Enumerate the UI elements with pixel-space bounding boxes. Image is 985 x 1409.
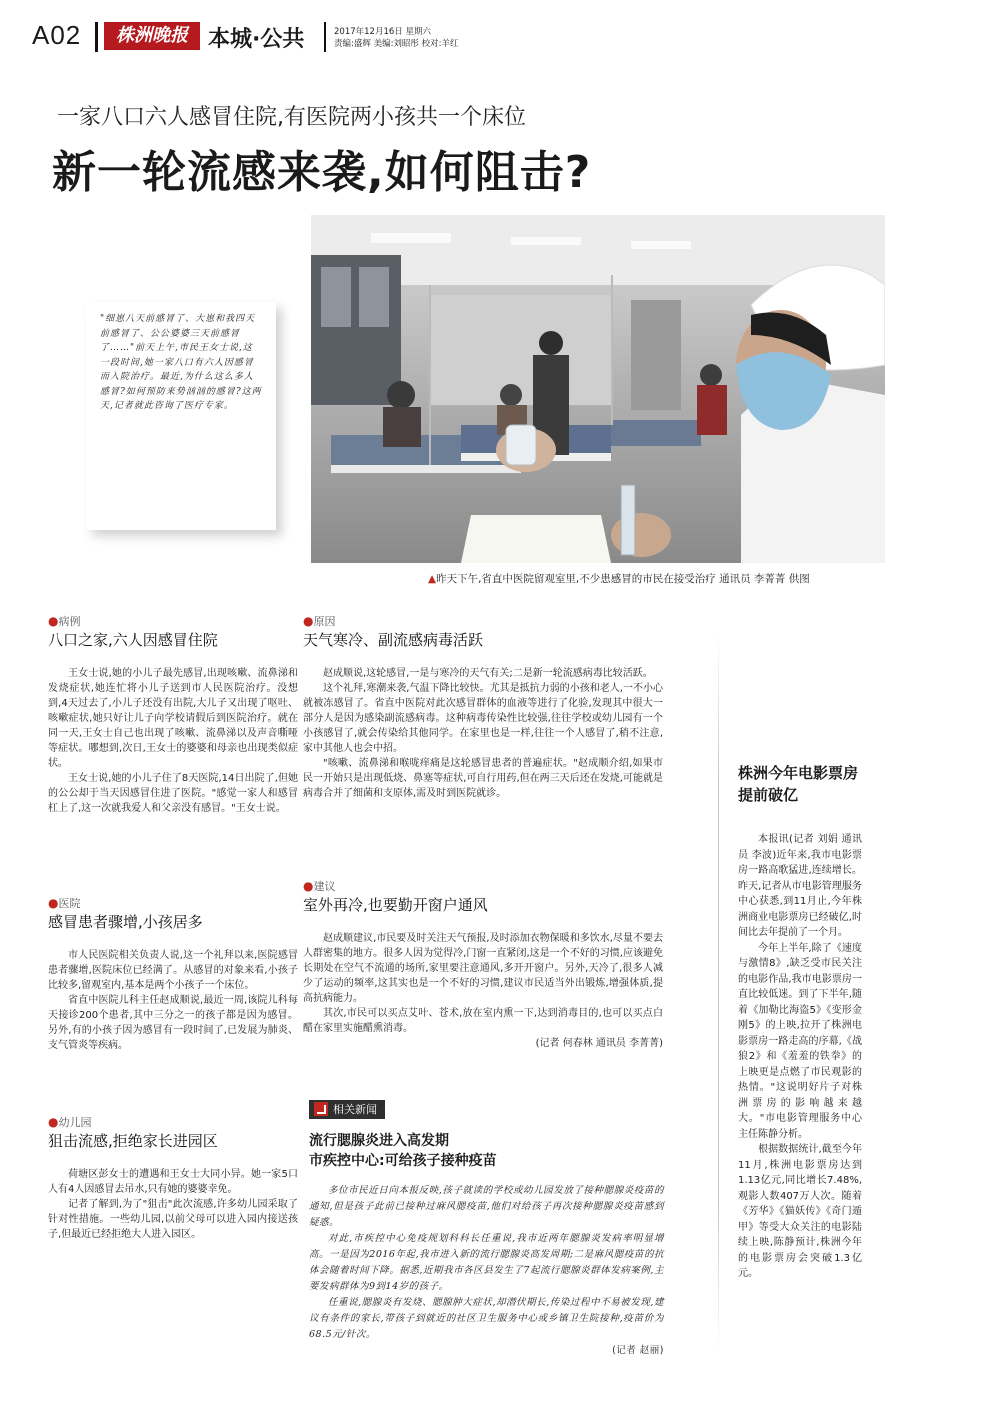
paragraph: 这个礼拜,寒潮来袭,气温下降比较快。尤其是抵抗力弱的小孩和老人,一不小心就被冻感冒了。省直中医院对此次感冒群体的血液等进行了化验,发现其中很大一部分人是因为感染副流感病毒。这种病毒传染性比较强,往往学校或幼儿园有一个小孩感冒了,就会传染给其他同学。在家里也是一样,往往一个人感冒了,稍不注意,家中其他人也会中招。: [303, 683, 663, 754]
section-body: [303, 931, 663, 1051]
bullet-dot-icon: ●: [48, 896, 59, 910]
section-case: [48, 613, 298, 816]
section-label: 建议: [313, 880, 336, 893]
byline: (记者 何春林 通讯员 李菁菁): [535, 1038, 663, 1049]
section-body: [48, 1167, 298, 1242]
column-divider: [718, 632, 719, 1352]
section-kindergarten: [48, 1114, 298, 1242]
bullet-dot-icon: ●: [48, 614, 59, 628]
sidebar-title: [738, 762, 862, 806]
photo-caption: [428, 571, 810, 586]
headline-title: 新一轮流感来袭,如何阻击?: [52, 147, 592, 198]
headline-subtitle: 一家八口六人感冒住院,有医院两小孩共一个床位: [57, 105, 526, 130]
section-cause: [303, 613, 663, 801]
photo-caption-text: 昨天下午,省直中医院留观室里,不少患感冒的市民在接受治疗 通讯员 李菁菁 供图: [436, 573, 810, 585]
paragraph: 赵成顺说,这轮感冒,一是与寒冷的天气有关;二是新一轮流感病毒比较活跃。: [323, 668, 653, 679]
section-advice: [303, 878, 663, 1051]
related-title: [309, 1131, 664, 1171]
news-photo: [311, 215, 885, 563]
paragraph: 王女士说,她的小儿子住了8天医院,14日出院了,但她的公公却于当天因感冒住进了医院。"感觉一家人和感冒杠上了,这一次就我爱人和父亲没有感冒。"王女士说。: [48, 773, 298, 814]
bullet-dot-icon: ●: [48, 1115, 59, 1129]
sidebar-title-line2: 提前破亿: [738, 786, 799, 804]
section-label: 幼儿园: [58, 1116, 92, 1129]
intro-box: "细崽八天前感冒了、大崽和我四天前感冒了、公公婆婆三天前感冒了……"前天上午,市民王女士说,这一段时间,她一家八口有六人因感冒而入院治疗。最近,为什么这么多人感冒?如何预防来势汹汹的感冒?这两天,记者就此咨询了医疗专家。: [86, 302, 276, 530]
byline: (记者 赵丽): [612, 1345, 664, 1356]
header-divider: [95, 22, 98, 52]
header-divider: [324, 22, 326, 52]
paragraph: 根据数据统计,截至今年11月,株洲电影票房达到1.13亿元,同比增长7.48%,观影人数407万人次。随着《芳华》《猫妖传》《奇门遁甲》等受大众关注的电影陆续上映,陈静预计,株洲今年的电影票房会突破1.3亿元。: [738, 1144, 862, 1279]
section-title: 天气寒冷、副流感病毒活跃: [303, 631, 484, 649]
newspaper-logo: 株洲晚报: [104, 22, 200, 50]
section-label: 病例: [58, 615, 81, 628]
section-title: 八口之家,六人因感冒住院: [48, 631, 218, 649]
paragraph: 王女士说,她的小儿子最先感冒,出现咳嗽、流鼻涕和发烧症状,她连忙将小儿子送到市人民医院治疗。没想到,4天过去了,小儿子还没有出院,大儿子又出现了呕吐、咳嗽症状,她只好让儿子向学校请假后到医院治疗。就在同一天,王女士自己也出现了咳嗽、流鼻涕以及声音嘶哑等症状。哪想到,次日,王女士的婆婆和母亲也出现类似症状。: [48, 668, 298, 769]
section-marker: [48, 1114, 298, 1130]
section-body: [48, 666, 298, 816]
paragraph: 荷塘区彭女士的遭遇和王女士大同小异。她一家5口人有4人因感冒去吊水,只有她的婆婆幸免。: [48, 1169, 298, 1195]
paragraph: 任重说,腮腺炎有发烧、腮腺肿大症状,却潜伏期长,传染过程中不易被发现,建议有条件的家长,带孩子到就近的社区卫生服务中心或乡镇卫生院接种,疫苗价为68.5元/针次。: [309, 1297, 664, 1340]
section-title: 感冒患者骤增,小孩居多: [48, 913, 203, 931]
related-body: [309, 1183, 664, 1359]
related-news-tag-text: 相关新闻: [333, 1103, 377, 1116]
section-label: 原因: [313, 615, 336, 628]
paragraph: 赵成顺建议,市民要及时关注天气预报,及时添加衣物保暖和多饮水,尽量不要去人群密集的地方。很多人因为觉得冷,门窗一直紧闭,这是一个不好的习惯,应该避免长期处在空气不流通的场所,家里要注意通风,多开开窗户。另外,天冷了,很多人减少了运动的频率,这其实也是一个不好的习惯,建议市民适当外出锻炼,增强体质,提高抗病能力。: [303, 933, 663, 1004]
paragraph: 对此,市疾控中心免疫规划科科长任重说,我市近两年腮腺炎发病率明显增高。一是因为2016年起,我市进入新的流行腮腺炎高发周期;二是麻风腮疫苗的抗体会随着时间下降。据悉,近期我市各区县发生了7起流行腮腺炎群体发病案例,主要发病群体为9到14岁的孩子。: [309, 1233, 664, 1292]
section-marker: [48, 613, 298, 629]
sidebar-body: [738, 832, 862, 1282]
date-editor-line: 2017年12月16日 星期六 责编:盛辉 美编:刘昭彤 校对:羊红: [334, 27, 459, 49]
paragraph: 今年上半年,除了《速度与激情8》,缺乏受市民关注的电影作品,我市电影票房一直比较低迷。到了下半年,随着《加勒比海盗5》《变形金刚5》的上映,拉开了株洲电影票房一路走高的序幕,《战狼2》和《羞羞的铁拳》的上映更是点燃了市民观影的热情。"这说明好片子对株洲票房的影响越来越大。"市电影管理服务中心主任陈静分析。: [738, 942, 862, 1140]
sidebar-title-line1: 株洲今年电影票房: [738, 764, 859, 782]
section-name: 本城·公共: [208, 27, 305, 52]
bullet-dot-icon: ●: [303, 614, 314, 628]
section-title: 室外再冷,也要勤开窗户通风: [303, 896, 488, 914]
section-marker: [303, 613, 663, 629]
paragraph: 本报讯(记者 刘娟 通讯员 李波)近年来,我市电影票房一路高歌猛进,连续增长。昨天,记者从市电影管理服务中心获悉,到11月止,今年株洲商业电影票房已经破亿,时间比去年提前了一个月。: [738, 834, 862, 938]
section-title: 狙击流感,拒绝家长进园区: [48, 1132, 218, 1150]
section-body: [48, 948, 298, 1053]
arrow-icon: [314, 1102, 328, 1116]
paragraph: 市人民医院相关负责人说,这一个礼拜以来,医院感冒患者骤增,医院床位已经满了。从感冒的对象来看,小孩子比较多,留观室内,基本是两个小孩子一个床位。: [48, 950, 298, 991]
paragraph: 其次,市民可以买点艾叶、苍术,放在室内熏一下,达到消毒目的,也可以买点白醋在家里实施醋熏消毒。: [303, 1008, 663, 1034]
sidebar-article: [738, 762, 862, 1282]
caption-triangle-icon: ▲: [428, 573, 437, 585]
bullet-dot-icon: ●: [303, 879, 314, 893]
section-body: [303, 666, 663, 801]
paragraph: 省直中医院儿科主任赵成顺说,最近一周,该院儿科每天接诊200个患者,其中三分之一的孩子都是因为感冒。另外,有的小孩子因为感冒有一段时间了,已发展为肺炎、支气管炎等疾病。: [48, 995, 298, 1051]
section-hospital: [48, 895, 298, 1053]
related-title-line1: 流行腮腺炎进入高发期: [309, 1133, 449, 1149]
section-marker: [303, 878, 663, 894]
paragraph: "咳嗽、流鼻涕和喉咙痒痛是这轮感冒患者的普遍症状。"赵成顺介绍,如果市民一开始只是出现低烧、鼻塞等症状,可自行用药,但在两三天后还在发烧,可能就是病毒合并了细菌和支原体,需及时到医院就诊。: [303, 758, 663, 799]
page-number: A02: [32, 20, 82, 50]
related-news: [309, 1098, 664, 1359]
paragraph: 记者了解到,为了"狙击"此次流感,许多幼儿园采取了针对性措施。一些幼儿园,以前父母可以进入园内接送孩子,但最近已经拒绝大人进入园区。: [48, 1199, 298, 1240]
section-marker: [48, 895, 298, 911]
paragraph: 多位市民近日向本报反映,孩子就读的学校或幼儿园发放了接种腮腺炎疫苗的通知,但是孩子此前已接种过麻风腮疫苗,他们对给孩子再次接种腮腺炎疫苗感到疑惑。: [309, 1185, 664, 1228]
section-label: 医院: [58, 897, 81, 910]
related-news-tag: [309, 1100, 385, 1119]
related-title-line2: 市疾控中心:可给孩子接种疫苗: [309, 1153, 497, 1169]
